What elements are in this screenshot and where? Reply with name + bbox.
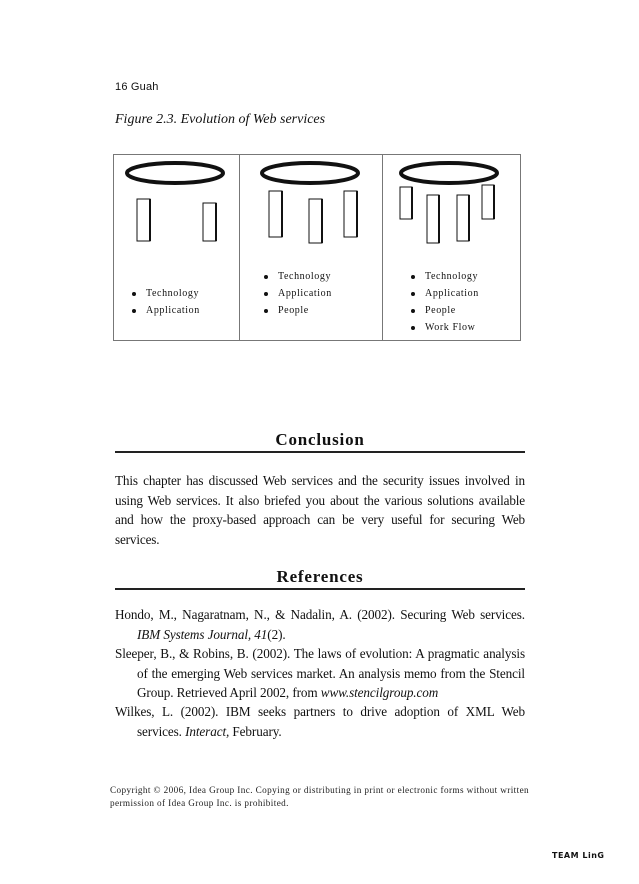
reference-entry — [115, 605, 525, 644]
references-heading: References — [276, 567, 364, 586]
pillar — [137, 199, 150, 241]
watermark-text: TEAM LinG — [552, 851, 605, 860]
pillar — [203, 203, 216, 241]
figure-divider-2 — [382, 155, 383, 340]
list-item: Application — [130, 302, 200, 319]
panel-3-bullets — [409, 268, 479, 336]
references-rule — [115, 588, 525, 590]
reference-text: February. — [229, 723, 282, 739]
pillar — [400, 187, 412, 219]
reference-link: www.stencilgroup.com — [320, 685, 439, 700]
platform-ellipse — [401, 163, 497, 183]
platform-ellipse — [262, 163, 358, 183]
list-item: Technology — [130, 285, 200, 302]
conclusion-heading: Conclusion — [275, 430, 365, 449]
pillar — [482, 185, 494, 219]
reference-entry — [115, 644, 525, 703]
panel-2-drawing — [244, 159, 378, 251]
reference-text: Wilkes, L. (2002). IBM seeks partners to drive adoption of XML Web services. — [115, 704, 525, 739]
copyright-notice: Copyright © 2006, Idea Group Inc. Copying or distributing in print or electronic forms without written permission of Idea Group Inc. is prohibited. — [110, 785, 530, 808]
panel-2-bullets — [262, 268, 332, 319]
reference-text: Hondo, M., Nagaratnam, N., & Nadalin, A. (2002). Securing Web services. — [115, 607, 525, 622]
conclusion-paragraph: This chapter has discussed Web services and the security issues involved in using Web services. It also briefed you about the various solutions available and how the proxy-based approach can be very useful for securing Web services. — [115, 473, 525, 547]
list-item: Application — [409, 285, 479, 302]
list-item: Application — [262, 285, 332, 302]
list-item: Technology — [409, 268, 479, 285]
reference-title: Interact, — [185, 723, 230, 739]
figure-divider-1 — [239, 155, 240, 340]
platform-ellipse — [127, 163, 223, 183]
running-head: 16 Guah — [115, 81, 159, 93]
panel-1-bullets — [130, 285, 200, 319]
list-item: People — [262, 302, 332, 319]
pillar — [269, 191, 282, 237]
figure-caption: Figure 2.3. Evolution of Web services — [115, 112, 326, 127]
panel-1-drawing — [122, 159, 234, 251]
reference-title: IBM Systems Journal, 41 — [137, 626, 268, 642]
panel-3-drawing — [387, 159, 517, 251]
list-item: People — [409, 302, 479, 319]
pillar — [344, 191, 357, 237]
reference-text: Sleeper, B., & Robins, B. (2002). The laws of evolution: A pragmatic analysis of the emerging Web services market. An analysis memo from the Stencil Group. Retrieved April 2002, from — [115, 646, 525, 700]
list-item: Work Flow — [409, 319, 479, 336]
evolution-figure — [113, 154, 521, 341]
pillar — [309, 199, 322, 243]
reference-entry — [115, 702, 525, 741]
list-item: Technology — [262, 268, 332, 285]
pillar — [457, 195, 469, 241]
conclusion-rule — [115, 451, 525, 453]
pillar — [427, 195, 439, 243]
reference-text: (2). — [267, 626, 286, 642]
